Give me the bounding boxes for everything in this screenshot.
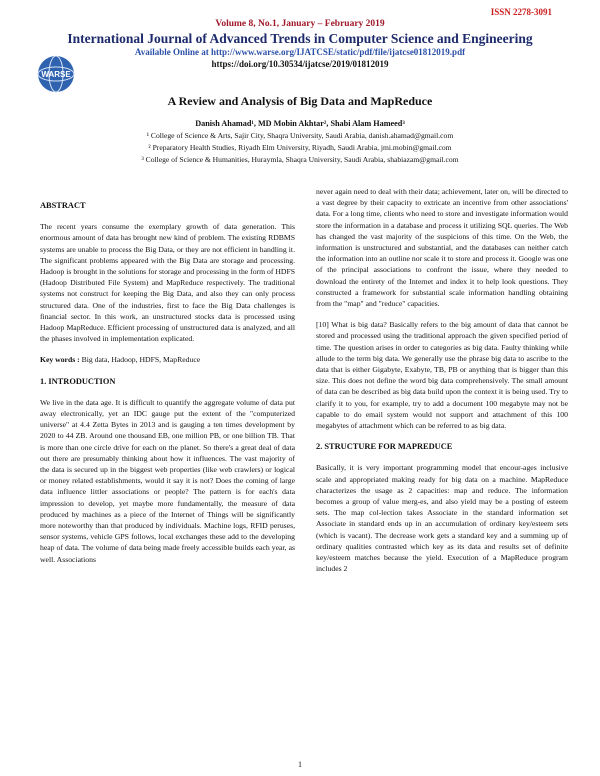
intro-text: We live in the data age. It is difficult to quantify the aggregate volume of data put away electronically, yet an IDC gauge put the extent of the "computerized universe" at 4.4 Zetta Bytes in 2013 and is gauging a ten times development by 2020 to 44 ZB. Around one thousand EB, one million PB, or one billion TB. That is more than one circle drive for each on the planet. So there's a great deal of data out there are presumably thinking about how it influences. The vast majority of the data is secured up in the biggest web properties (like web crawlers) or logical or money related establishments, would it say it is not? Does the coming of large data influence littler associations or people? The pattern is for each's data impression to develop, yet maybe more fundamentally, the measure of data produced by machines as a piece of the Internet of Things will be significantly more noteworthy than that produced by individuals. Machine logs, RFID peruses, sensor systems, vehicle GPS follows, local exchanges these add to the developing heap of data. The volume of data being made freely accessible builds each year, as well. Associations [40, 397, 295, 564]
volume-line: Volume 8, No.1, January – February 2019 [215, 19, 385, 29]
affiliation-1: ¹ College of Science & Arts, Sajir City, Shaqra University, Saudi Arabia, danish.ahamad@gmail.com [146, 131, 454, 140]
author-list: Danish Ahamad¹, MD Mobin Akhtar², Shabi Alam Hameed³ [195, 119, 405, 128]
structure-heading: 2. STRUCTURE FOR MAPREDUCE [316, 442, 453, 452]
paper-title: A Review and Analysis of Big Data and MapReduce [167, 94, 433, 108]
keywords-line [40, 354, 295, 365]
affiliation-2: ² Preparatory Health Studies, Riyadh Elm University, Riyadh, Saudi Arabia, jmi.mobin@gmail.com [148, 143, 452, 152]
journal-title: International Journal of Advanced Trends in Computer Science and Engineering [67, 31, 533, 46]
intro-heading: 1. INTRODUCTION [40, 376, 116, 386]
warse-logo [36, 54, 76, 94]
keywords-text: Big data, Hadoop, HDFS, MapReduce [81, 355, 201, 365]
logo-text: WARSE [41, 70, 71, 79]
issn-label: ISSN 2278-3091 [490, 7, 552, 17]
doi-link[interactable]: https://doi.org/10.30534/ijatcse/2019/01812019 [211, 59, 389, 69]
abstract-heading: ABSTRACT [40, 201, 86, 210]
abstract-text: The recent years consume the exemplary growth of data generation. This enormous amount of data has brought new kind of problem. The existing RDBMS systems are unable to process the Big Data, or they are not efficient in handling it. The significant problems appeared with the Big Data are storage and processing. Hadoop is brought in the solutions for storage and processing in the form of HDFS (Hadoop Distributed File System) and MapReduce respectively. The traditional systems not construct for keeping the Big Data, and also they can only process structured data. One of the industries, first to face the Big Data challenges is financial sector. In this work, an unstructured stocks data is processed using Hadoop MapReduce. Efficient processing of unstructured data is analyzed, and all the phases involved in implementation explicated. [40, 222, 295, 344]
right-paragraph-2: [10] What is big data? Basically refers to the big amount of data that cannot be stored and processed using the traditional approach the given specified period of time. The question arises in order to categories as big data. Faulty thinking while allude to the term big data. We generally use the phrase big data to ascribe to the data that is either Gigabyte, Exabyte, TB, PB or anything that is bigger than this size. This does not define the word big data comprehensively. The small amount of data can be described as big data build upon the context it is being used. Try to clarify it to you, for example, try to add a document 100 megabyte may not be capable to do email system would not support and attachment of this 100 megabytes of attachment which can be referred to as big data. [316, 320, 568, 431]
right-paragraph-3: Basically, it is very important programming model that encour-ages inclusive scale and appropriated making ready for big data on a machine. MapReduce characterizes the usage as 2 capacities: map and reduce. The information becomes a group of value merg-es, and also yield may be a posting of esteem sets. The map col-lection takes Associate in the standard information set Associate in standard ends up in an accumulation of ordinary key/esteem sets (which is vacant). The decrease work gets a standard key and a summing up of ordinary qualities contrasted which key as its data and results set of definite key/esteem matches because the yield. Execution of a MapReduce program includes 2 [316, 463, 568, 574]
keywords-label: Key words : [40, 355, 80, 365]
right-paragraph-1: never again need to deal with their data; achievement, later on, will be directed to a vast degree by their capacity to extricate an incentive from other associations' data. For a long time, clients who need to store and investigate information would store the information in a database and process it utilizing SQL queries. The Web has changed the vast majority of the suspicions of this time. On the Web, the information is unstructured and substantial, and the databases can neither catch the information into an outline nor scale it to store and process it. Google was one of the principal associations to confront the issue, where they needed to download the entirety of the Internet and index it to help look questions. They constructed a framework for substantial scale information handling obtaining from the "map" and "reduce" capacities. [316, 187, 568, 309]
right-column [316, 186, 568, 585]
availability-link[interactable]: Available Online at http://www.warse.org/IJATCSE/static/pdf/file/ijatcse01812019.pdf [134, 47, 466, 57]
affiliation-3: ³ College of Science & Humanities, Huraymla, Shaqra University, Saudi Arabia, shabiazam@gmail.com [141, 155, 459, 164]
page-number: 1 [298, 760, 302, 769]
left-column [40, 200, 295, 575]
